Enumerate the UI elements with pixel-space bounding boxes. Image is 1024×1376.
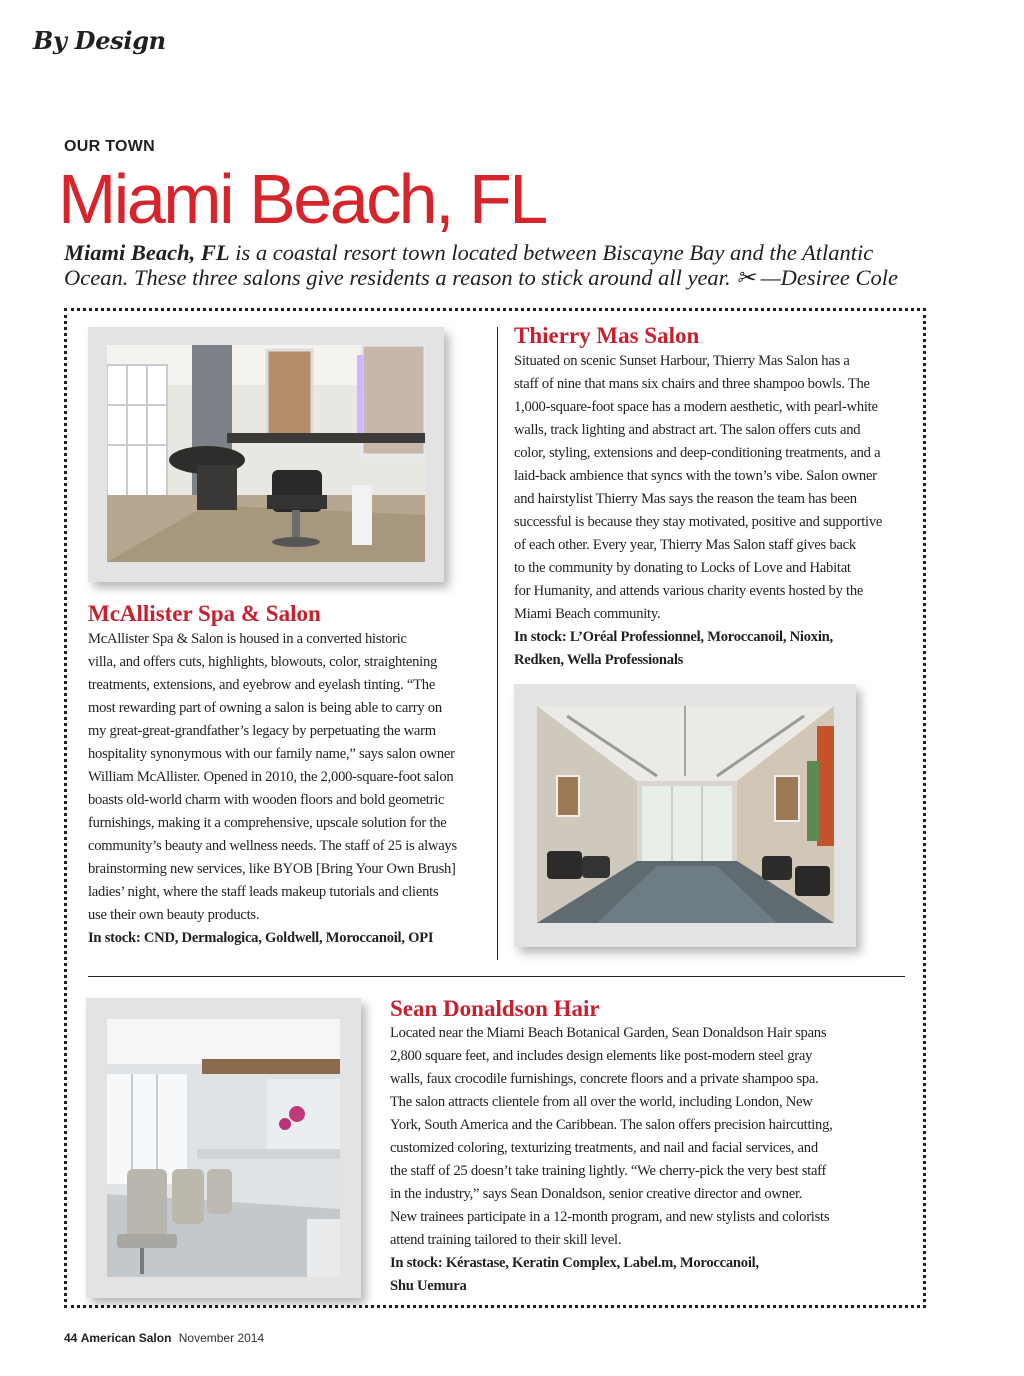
body-line: in the industry,” says Sean Donaldson, senior creative director and owner. xyxy=(390,1186,803,1202)
scissors-icon: ✂ xyxy=(736,265,756,290)
salon-name-mcallister: McAllister Spa & Salon xyxy=(88,601,321,626)
body-line: to the community by donating to Locks of Love and Habitat xyxy=(514,560,851,576)
page-number: 44 xyxy=(64,1331,78,1345)
body-line: 1,000-square-foot space has a modern aesthetic, with pearl-white xyxy=(514,399,878,415)
body-line: walls, track lighting and abstract art. The salon offers cuts and xyxy=(514,422,861,438)
mcallister-salon-photo xyxy=(107,345,425,562)
byline: —Desiree Cole xyxy=(760,265,898,290)
salon-name-thierry: Thierry Mas Salon xyxy=(514,323,700,348)
body-line: William McAllister. Opened in 2010, the 2,000-square-foot salon xyxy=(88,769,454,785)
body-line: successful is because they stay motivated, positive and supportive xyxy=(514,514,883,530)
salon-body-thierry xyxy=(514,350,882,672)
body-line: laid-back ambience that syncs with the town’s vibe. Salon owner xyxy=(514,468,877,484)
thierry-photo-card xyxy=(514,684,856,947)
body-line: brainstorming new services, like BYOB [Bring Your Own Brush] xyxy=(88,861,456,877)
body-line: attend training tailored to their skill level. xyxy=(390,1232,622,1248)
body-line: New trainees participate in a 12-month program, and new stylists and colorists xyxy=(390,1209,830,1225)
body-line: my great-great-grandfather’s legacy by perpetuating the warm xyxy=(88,723,436,739)
issue-date: November 2014 xyxy=(178,1331,265,1345)
body-line: ladies’ night, where the staff leads makeup tutorials and clients xyxy=(88,884,439,900)
in-stock-line: Shu Uemura xyxy=(390,1278,467,1294)
body-line: for Humanity, and attends various charity events hosted by the xyxy=(514,583,864,599)
body-line: color, styling, extensions and deep-conditioning treatments, and a xyxy=(514,445,881,461)
body-line: community’s beauty and wellness needs. The staff of 25 is always xyxy=(88,838,457,854)
body-line: boasts old-world charm with wooden floors and bold geometric xyxy=(88,792,445,808)
body-line: villa, and offers cuts, highlights, blowouts, color, straightening xyxy=(88,654,438,670)
sean-photo-card xyxy=(86,998,361,1298)
kicker: OUR TOWN xyxy=(64,138,155,155)
intro-line2: Ocean. These three salons give residents a reason to stick around all year. xyxy=(64,265,731,290)
body-line: and hairstylist Thierry Mas says the reason the team has been xyxy=(514,491,857,507)
body-line: York, South America and the Caribbean. The salon offers precision haircutting, xyxy=(390,1117,833,1133)
in-stock-line: Redken, Wella Professionals xyxy=(514,652,684,668)
in-stock-line: In stock: Kérastase, Keratin Complex, Label.m, Moroccanoil, xyxy=(390,1255,759,1271)
body-line: hospitality synonymous with our family name,” says salon owner xyxy=(88,746,455,762)
salon-body-mcallister xyxy=(88,628,457,950)
body-line: use their own beauty products. xyxy=(88,907,260,923)
salon-body-sean xyxy=(390,1022,833,1298)
body-line: staff of nine that mans six chairs and three shampoo bowls. The xyxy=(514,376,870,392)
page-footer xyxy=(64,1331,264,1345)
body-line: Miami Beach community. xyxy=(514,606,661,622)
body-line: furnishings, making it a comprehensive, upscale solution for the xyxy=(88,815,447,831)
body-line: the staff of 25 doesn’t take training lightly. “We cherry-pick the very best staff xyxy=(390,1163,827,1179)
intro-lead: Miami Beach, FL xyxy=(64,240,230,265)
body-line: Situated on scenic Sunset Harbour, Thierry Mas Salon has a xyxy=(514,353,850,369)
sean-salon-photo xyxy=(107,1019,340,1277)
section-divider xyxy=(88,976,905,977)
body-line: treatments, extensions, and eyebrow and eyelash tinting. “The xyxy=(88,677,436,693)
salon-name-sean: Sean Donaldson Hair xyxy=(390,996,600,1021)
thierry-salon-photo xyxy=(537,706,834,923)
mcallister-photo-card xyxy=(88,327,444,582)
body-line: most rewarding part of owning a salon is being able to carry on xyxy=(88,700,442,716)
body-line: walls, faux crocodile furnishings, concrete floors and a private shampoo spa. xyxy=(390,1071,819,1087)
column-divider xyxy=(497,327,498,960)
magazine-name: American Salon xyxy=(80,1331,172,1345)
body-line: customized coloring, texturizing treatments, and nail and facial services, and xyxy=(390,1140,818,1156)
in-stock-line: In stock: CND, Dermalogica, Goldwell, Moroccanoil, OPI xyxy=(88,930,434,946)
body-line: McAllister Spa & Salon is housed in a converted historic xyxy=(88,631,407,647)
body-line: of each other. Every year, Thierry Mas Salon staff gives back xyxy=(514,537,856,553)
body-line: The salon attracts clientele from all over the world, including London, New xyxy=(390,1094,813,1110)
intro-deck xyxy=(64,240,914,290)
section-label: By Design xyxy=(33,26,166,55)
body-line: Located near the Miami Beach Botanical Garden, Sean Donaldson Hair spans xyxy=(390,1025,827,1041)
in-stock-line: In stock: L’Oréal Professionnel, Moroccanoil, Nioxin, xyxy=(514,629,833,645)
page-title: Miami Beach, FL xyxy=(58,160,546,238)
intro-line1: is a coastal resort town located between Biscayne Bay and the Atlantic xyxy=(229,240,874,265)
body-line: 2,800 square feet, and includes design elements like post-modern steel gray xyxy=(390,1048,813,1064)
